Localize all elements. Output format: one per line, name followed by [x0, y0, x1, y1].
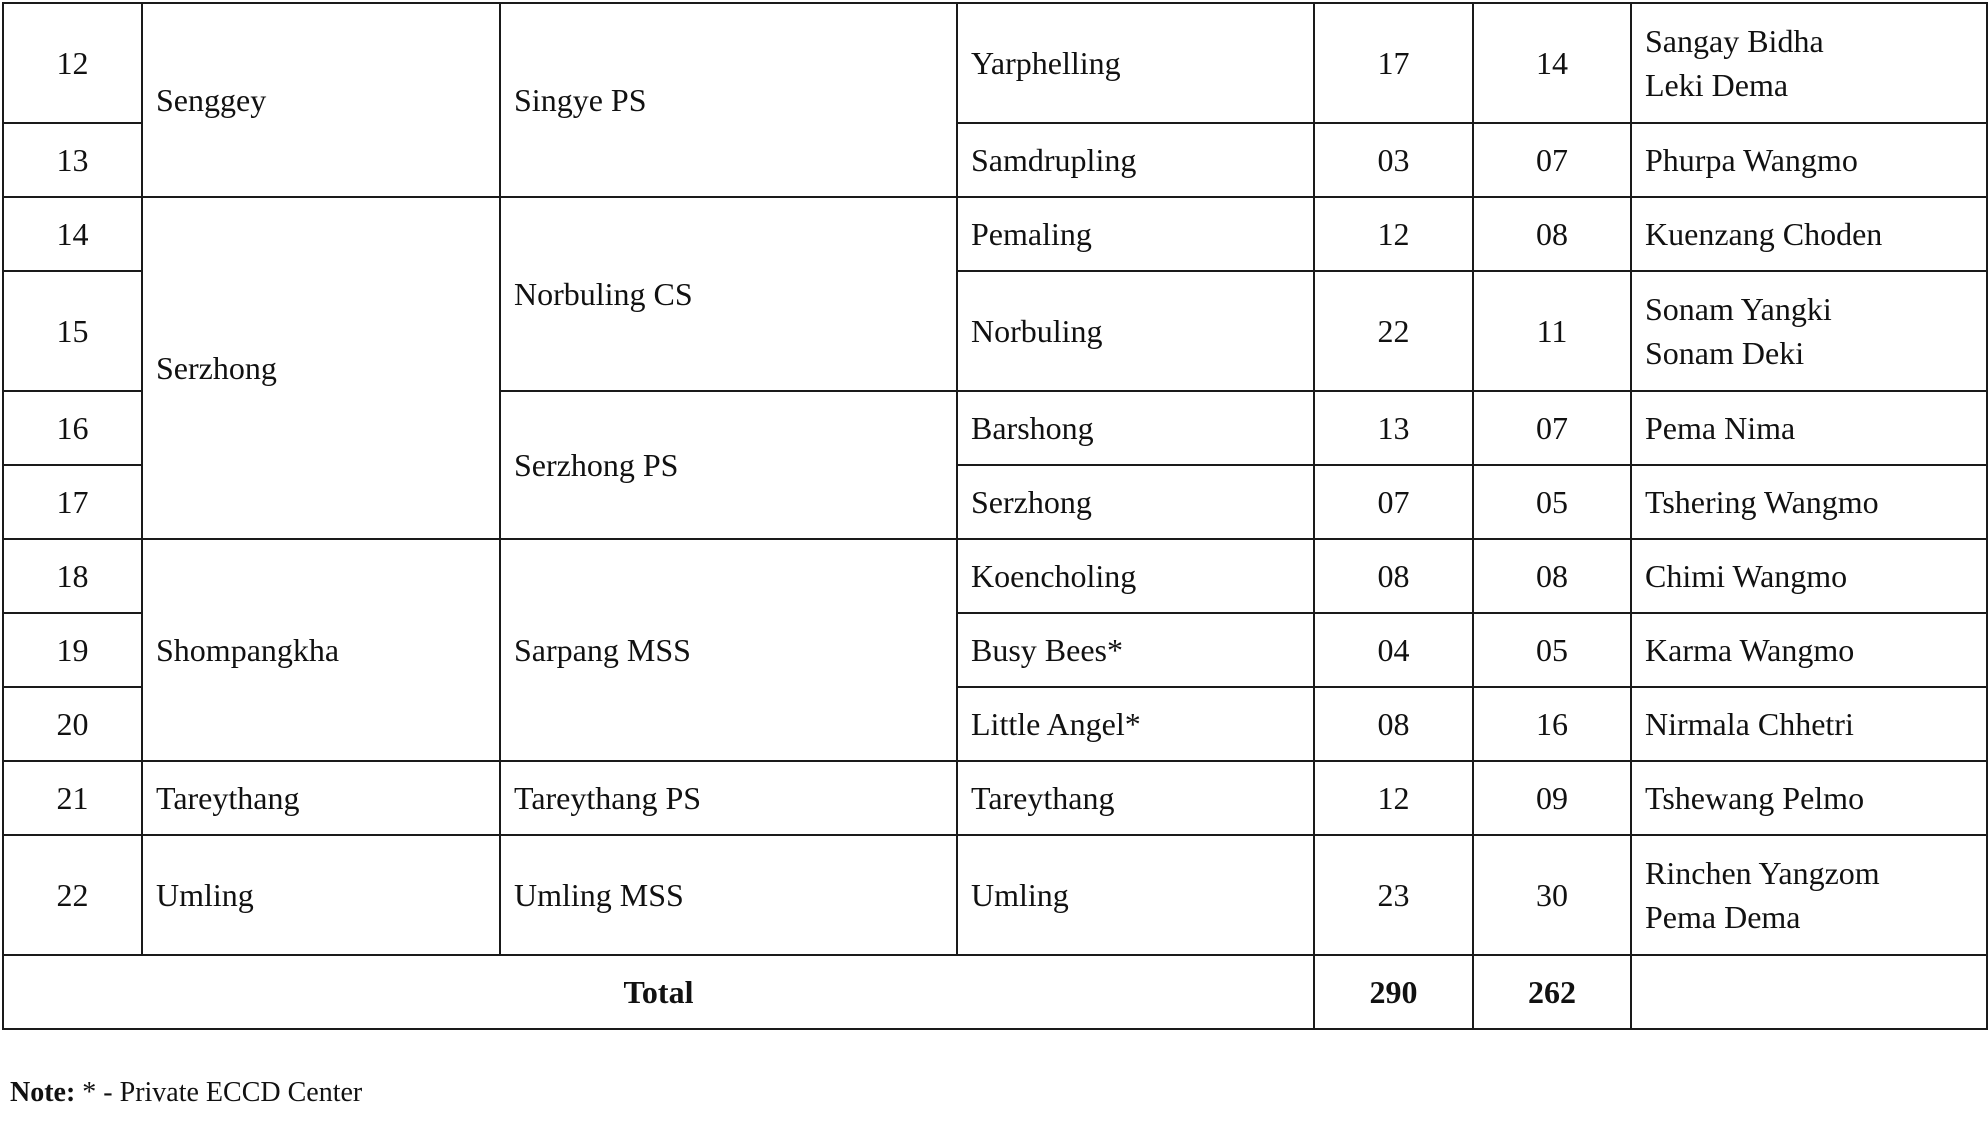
school-cell: Serzhong PS [500, 391, 957, 539]
sl-no-cell: 22 [3, 835, 142, 955]
centre-cell: Little Angel* [957, 687, 1314, 761]
school-cell: Norbuling CS [500, 197, 957, 391]
boys-cell: 07 [1314, 465, 1473, 539]
girls-cell: 07 [1473, 391, 1631, 465]
sl-no-cell: 13 [3, 123, 142, 197]
facilitator-name: Karma Wangmo [1645, 632, 1855, 668]
facilitator-name: Chimi Wangmo [1645, 558, 1848, 594]
girls-cell: 08 [1473, 539, 1631, 613]
centre-cell: Koencholing [957, 539, 1314, 613]
school-cell: Singye PS [500, 3, 957, 197]
footnote-label: Note: [10, 1077, 76, 1108]
boys-cell: 08 [1314, 687, 1473, 761]
facilitator-cell [1631, 271, 1987, 391]
boys-cell: 04 [1314, 613, 1473, 687]
sl-no-cell: 19 [3, 613, 142, 687]
girls-cell: 07 [1473, 123, 1631, 197]
sl-no-cell: 15 [3, 271, 142, 391]
school-cell: Tareythang PS [500, 761, 957, 835]
table-row [3, 3, 1987, 123]
sl-no-cell: 18 [3, 539, 142, 613]
girls-cell: 05 [1473, 465, 1631, 539]
facilitator-name: Tshering Wangmo [1645, 484, 1879, 520]
gewog-cell: Shompangkha [142, 539, 500, 761]
sl-no-cell: 21 [3, 761, 142, 835]
sl-no-cell: 14 [3, 197, 142, 271]
total-boys: 290 [1314, 955, 1473, 1029]
gewog-cell: Serzhong [142, 197, 500, 539]
facilitator-name: Rinchen Yangzom [1645, 855, 1880, 891]
facilitator-cell [1631, 835, 1987, 955]
facilitator-cell [1631, 539, 1987, 613]
facilitator-name: Tshewang Pelmo [1645, 780, 1865, 816]
boys-cell: 12 [1314, 761, 1473, 835]
sl-no-cell: 16 [3, 391, 142, 465]
girls-cell: 30 [1473, 835, 1631, 955]
boys-cell: 23 [1314, 835, 1473, 955]
eccd-centres-table [2, 2, 1988, 1030]
boys-cell: 22 [1314, 271, 1473, 391]
boys-cell: 08 [1314, 539, 1473, 613]
footnote [10, 1075, 362, 1111]
facilitator-name: Pema Nima [1645, 410, 1796, 446]
centre-cell: Pemaling [957, 197, 1314, 271]
table-row [3, 197, 1987, 271]
facilitator-cell [1631, 3, 1987, 123]
girls-cell: 16 [1473, 687, 1631, 761]
facilitator-cell [1631, 391, 1987, 465]
facilitator-name: Phurpa Wangmo [1645, 142, 1858, 178]
sl-no-cell: 20 [3, 687, 142, 761]
facilitator-name: Sangay Bidha [1645, 23, 1824, 59]
total-facilitators [1631, 955, 1987, 1029]
total-label: Total [3, 955, 1314, 1029]
centre-cell: Yarphelling [957, 3, 1314, 123]
girls-cell: 08 [1473, 197, 1631, 271]
facilitator-cell [1631, 465, 1987, 539]
gewog-cell: Umling [142, 835, 500, 955]
boys-cell: 12 [1314, 197, 1473, 271]
table-row [3, 539, 1987, 613]
total-row [3, 955, 1987, 1029]
girls-cell: 11 [1473, 271, 1631, 391]
gewog-cell: Senggey [142, 3, 500, 197]
facilitator-cell [1631, 197, 1987, 271]
facilitator-name: Leki Dema [1645, 67, 1789, 103]
school-cell: Sarpang MSS [500, 539, 957, 761]
facilitator-cell [1631, 123, 1987, 197]
centre-cell: Norbuling [957, 271, 1314, 391]
school-cell: Umling MSS [500, 835, 957, 955]
boys-cell: 17 [1314, 3, 1473, 123]
facilitator-cell [1631, 687, 1987, 761]
table-row [3, 761, 1987, 835]
centre-cell: Umling [957, 835, 1314, 955]
girls-cell: 09 [1473, 761, 1631, 835]
sl-no-cell: 12 [3, 3, 142, 123]
girls-cell: 14 [1473, 3, 1631, 123]
boys-cell: 13 [1314, 391, 1473, 465]
centre-cell: Busy Bees* [957, 613, 1314, 687]
sl-no-cell: 17 [3, 465, 142, 539]
facilitator-cell [1631, 761, 1987, 835]
facilitator-name: Nirmala Chhetri [1645, 706, 1854, 742]
gewog-cell: Tareythang [142, 761, 500, 835]
centre-cell: Serzhong [957, 465, 1314, 539]
boys-cell: 03 [1314, 123, 1473, 197]
facilitator-name: Pema Dema [1645, 899, 1801, 935]
total-girls: 262 [1473, 955, 1631, 1029]
centre-cell: Samdrupling [957, 123, 1314, 197]
centre-cell: Barshong [957, 391, 1314, 465]
girls-cell: 05 [1473, 613, 1631, 687]
footnote-text: * - Private ECCD Center [75, 1077, 363, 1108]
table-row [3, 835, 1987, 955]
facilitator-cell [1631, 613, 1987, 687]
facilitator-name: Sonam Deki [1645, 335, 1805, 371]
facilitator-name: Kuenzang Choden [1645, 216, 1883, 252]
facilitator-name: Sonam Yangki [1645, 291, 1832, 327]
centre-cell: Tareythang [957, 761, 1314, 835]
